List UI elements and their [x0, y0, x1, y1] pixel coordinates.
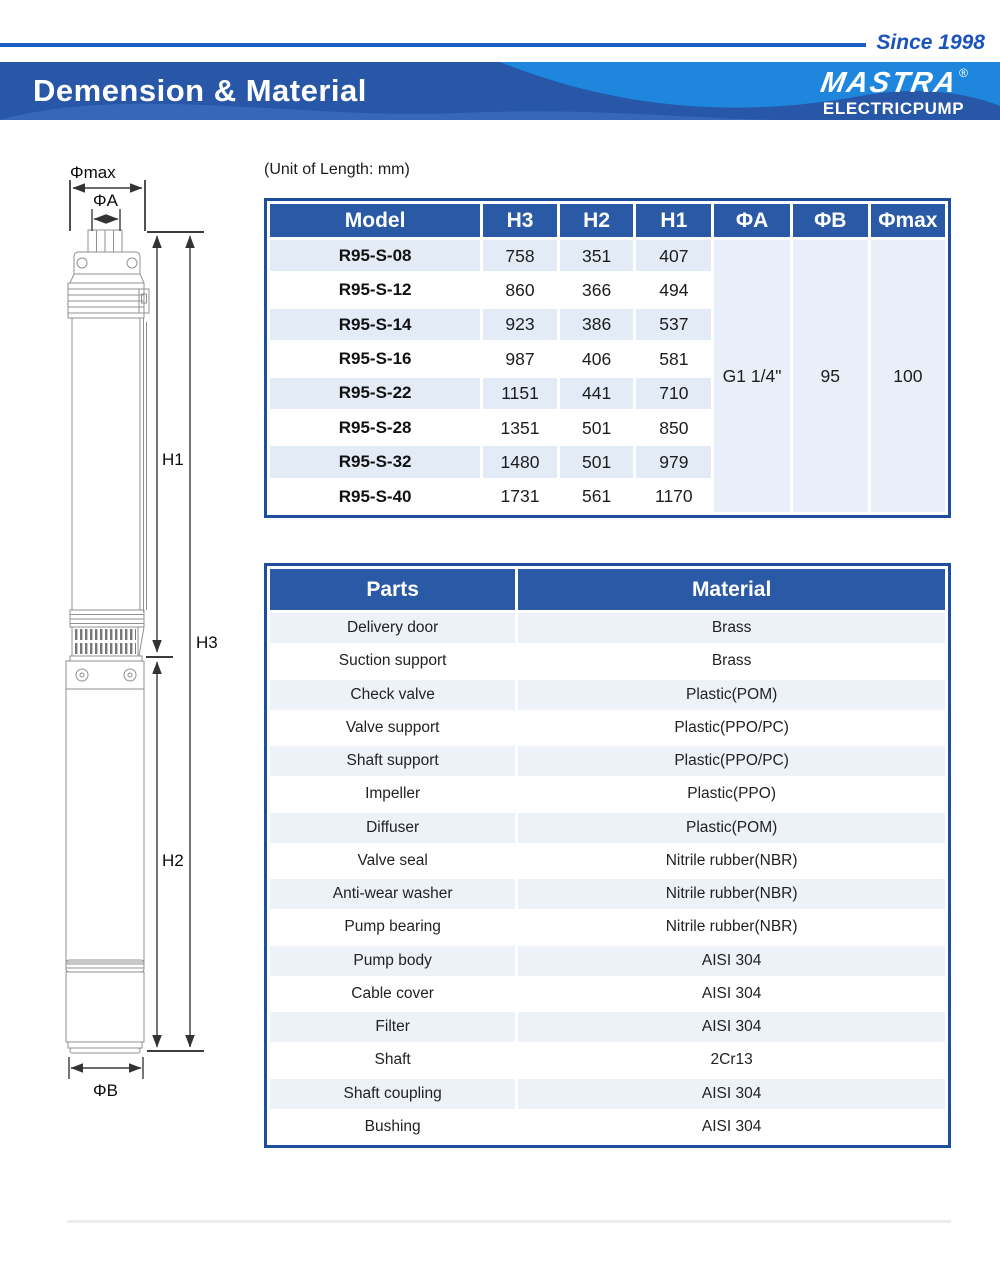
- part-cell: Cable cover: [270, 979, 515, 1009]
- col-header-phi-a: ΦA: [714, 204, 790, 237]
- table-row: [270, 680, 945, 710]
- brand-subtitle: ELECTRICPUMP: [822, 99, 965, 118]
- table-row: [270, 613, 945, 643]
- material-cell: Plastic(PPO): [518, 779, 945, 809]
- material-cell: Nitrile rubber(NBR): [518, 879, 945, 909]
- material-cell: Plastic(POM): [518, 680, 945, 710]
- label-phi-a: ΦA: [93, 191, 118, 210]
- h3-cell: 987: [483, 343, 557, 374]
- col-header-phi-b: ΦB: [793, 204, 868, 237]
- h1-cell: 1170: [636, 481, 711, 512]
- table-row: [270, 240, 945, 271]
- material-cell: Plastic(POM): [518, 813, 945, 843]
- part-cell: Valve seal: [270, 846, 515, 876]
- part-cell: Pump body: [270, 946, 515, 976]
- table-row: [270, 912, 945, 942]
- table-row: [270, 946, 945, 976]
- table-row: [270, 646, 945, 676]
- part-cell: Filter: [270, 1012, 515, 1042]
- table-row: [270, 779, 945, 809]
- material-cell: Nitrile rubber(NBR): [518, 912, 945, 942]
- table-row: [270, 846, 945, 876]
- model-cell: R95-S-28: [270, 412, 480, 443]
- brand-name: MASTRA: [818, 67, 961, 99]
- pump-outline: [66, 230, 149, 1053]
- label-h3: H3: [196, 633, 218, 652]
- shared-phi-a-cell: G1 1/4": [714, 240, 790, 512]
- label-phi-b: ΦB: [93, 1081, 118, 1100]
- material-cell: 2Cr13: [518, 1045, 945, 1075]
- label-h2: H2: [162, 851, 184, 870]
- part-cell: Anti-wear washer: [270, 879, 515, 909]
- part-cell: Delivery door: [270, 613, 515, 643]
- model-cell: R95-S-12: [270, 274, 480, 305]
- h2-cell: 351: [560, 240, 634, 271]
- h1-cell: 407: [636, 240, 711, 271]
- label-phi-max: Φmax: [70, 163, 116, 182]
- shared-phi-b-cell: 95: [793, 240, 868, 512]
- table-row: [270, 1045, 945, 1075]
- brand-wordmark: [818, 66, 968, 99]
- h3-cell: 1351: [483, 412, 557, 443]
- part-cell: Suction support: [270, 646, 515, 676]
- h3-cell: 1151: [483, 378, 557, 409]
- label-h1: H1: [162, 450, 184, 469]
- part-cell: Check valve: [270, 680, 515, 710]
- material-cell: AISI 304: [518, 1012, 945, 1042]
- col-header-material: Material: [518, 569, 945, 610]
- material-cell: Nitrile rubber(NBR): [518, 846, 945, 876]
- table-row: [270, 979, 945, 1009]
- material-cell: Brass: [518, 646, 945, 676]
- part-cell: Shaft: [270, 1045, 515, 1075]
- material-cell: Plastic(PPO/PC): [518, 713, 945, 743]
- page-title: Demension & Material: [33, 73, 367, 108]
- unit-of-length-note: (Unit of Length: mm): [264, 161, 410, 178]
- since-text: Since 1998: [876, 31, 985, 54]
- table-row: [270, 879, 945, 909]
- h1-cell: 494: [636, 274, 711, 305]
- pump-dimension-drawing: [55, 155, 235, 1115]
- h1-cell: 581: [636, 343, 711, 374]
- col-header-h3: H3: [483, 204, 557, 237]
- shared-phi-max-cell: 100: [871, 240, 945, 512]
- top-divider-rule: [0, 43, 866, 47]
- model-cell: R95-S-14: [270, 309, 480, 340]
- h3-cell: 1731: [483, 481, 557, 512]
- table-row: [270, 1112, 945, 1142]
- material-table: [267, 566, 948, 1145]
- h3-cell: 1480: [483, 446, 557, 477]
- part-cell: Valve support: [270, 713, 515, 743]
- h2-cell: 501: [560, 412, 634, 443]
- model-cell: R95-S-08: [270, 240, 480, 271]
- part-cell: Shaft coupling: [270, 1079, 515, 1109]
- h3-cell: 758: [483, 240, 557, 271]
- h2-cell: 501: [560, 446, 634, 477]
- h2-cell: 441: [560, 378, 634, 409]
- table-row: [270, 1079, 945, 1109]
- col-header-h2: H2: [560, 204, 634, 237]
- h3-cell: 860: [483, 274, 557, 305]
- material-table-container: [264, 563, 951, 1148]
- h2-cell: 366: [560, 274, 634, 305]
- table-row: [270, 1012, 945, 1042]
- part-cell: Bushing: [270, 1112, 515, 1142]
- col-header-model: Model: [270, 204, 480, 237]
- h1-cell: 850: [636, 412, 711, 443]
- model-cell: R95-S-32: [270, 446, 480, 477]
- material-cell: AISI 304: [518, 1079, 945, 1109]
- h2-cell: 406: [560, 343, 634, 374]
- footer-divider-rule: [67, 1220, 951, 1223]
- h2-cell: 386: [560, 309, 634, 340]
- h1-cell: 537: [636, 309, 711, 340]
- model-cell: R95-S-22: [270, 378, 480, 409]
- model-cell: R95-S-16: [270, 343, 480, 374]
- brand-logo: [818, 66, 968, 118]
- h1-cell: 710: [636, 378, 711, 409]
- material-cell: AISI 304: [518, 946, 945, 976]
- model-cell: R95-S-40: [270, 481, 480, 512]
- h2-cell: 561: [560, 481, 634, 512]
- part-cell: Shaft support: [270, 746, 515, 776]
- header-banner: [0, 62, 1000, 120]
- dimension-header-row: [270, 204, 945, 237]
- material-cell: AISI 304: [518, 1112, 945, 1142]
- col-header-h1: H1: [636, 204, 711, 237]
- material-cell: AISI 304: [518, 979, 945, 1009]
- table-row: [270, 813, 945, 843]
- h3-cell: 923: [483, 309, 557, 340]
- material-header-row: [270, 569, 945, 610]
- material-cell: Brass: [518, 613, 945, 643]
- dimension-table-container: [264, 198, 951, 518]
- part-cell: Pump bearing: [270, 912, 515, 942]
- dimension-table: [267, 201, 948, 515]
- registered-mark-icon: ®: [959, 66, 968, 80]
- h1-cell: 979: [636, 446, 711, 477]
- part-cell: Diffuser: [270, 813, 515, 843]
- material-cell: Plastic(PPO/PC): [518, 746, 945, 776]
- part-cell: Impeller: [270, 779, 515, 809]
- table-row: [270, 713, 945, 743]
- table-row: [270, 746, 945, 776]
- col-header-phi-max: Φmax: [871, 204, 945, 237]
- col-header-parts: Parts: [270, 569, 515, 610]
